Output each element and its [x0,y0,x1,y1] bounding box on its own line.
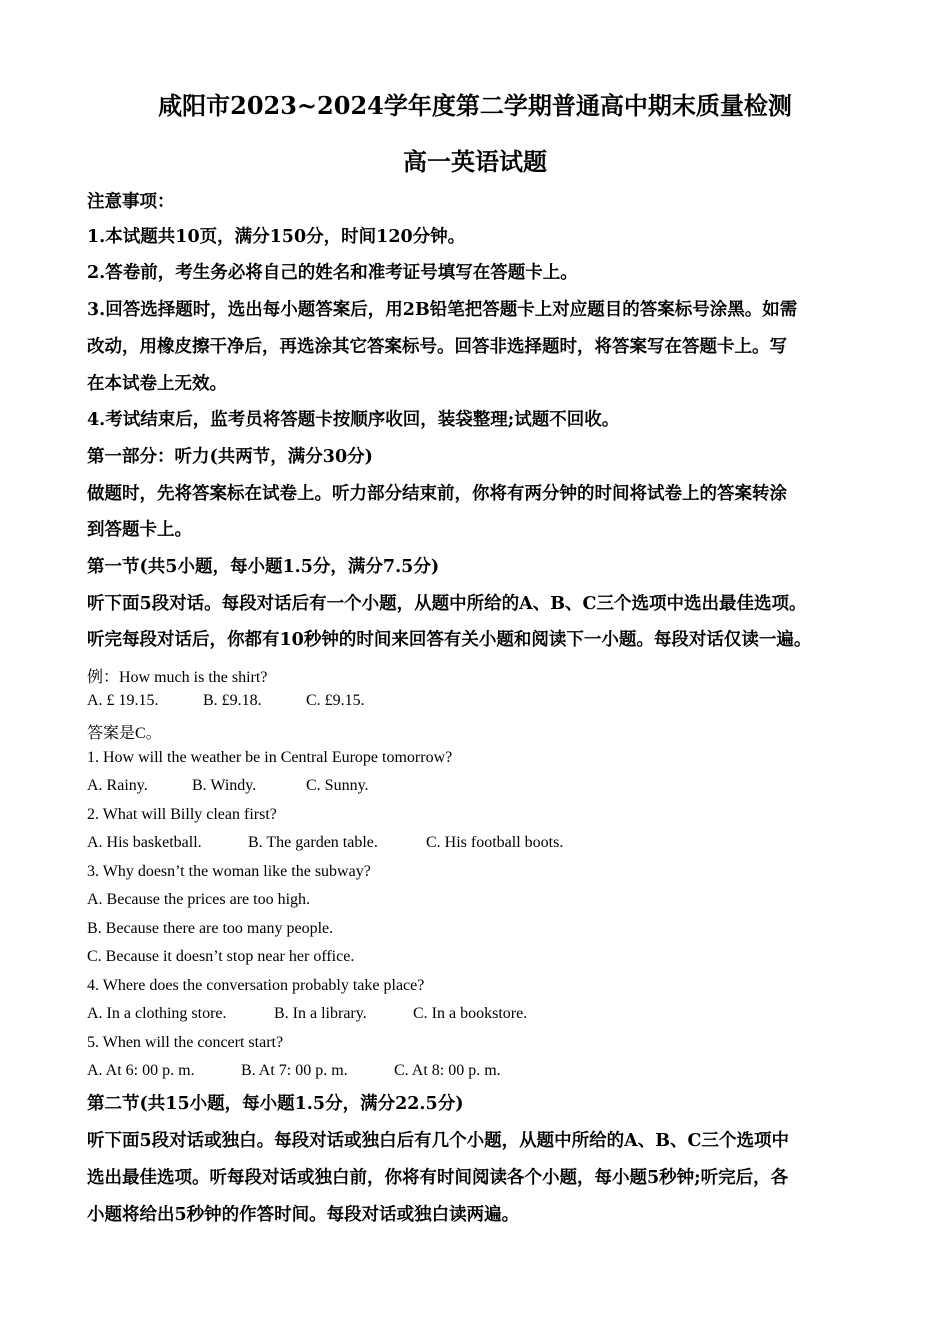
section1-instruction-line: 听下面5段对话。每段对话后有一个小题，从题中所给的A、B、C三个选项中选出最佳选项。 [87,594,807,614]
option: A. Because the prices are too high. [87,891,311,908]
part1-heading: 第一部分：听力(共两节，满分30分) [87,447,373,467]
notice-heading: 注意事项： [87,192,175,212]
notice-line: 1.本试题共10页，满分150分，时间120分钟。 [87,227,466,247]
option: A. At 6: 00 p. m. [87,1062,195,1079]
option: A. £ 19.15. [87,692,159,709]
question-text: 4. Where does the conversation probably take place? [87,977,425,994]
notice-line: 4.考试结束后，监考员将答题卡按顺序收回，装袋整理;试题不回收。 [87,410,620,430]
option: C. At 8: 00 p. m. [394,1062,501,1079]
option: C. His football boots. [426,834,564,851]
example-answer: 答案是C。 [87,725,162,742]
option: B. Because there are too many people. [87,920,334,937]
option: C. Because it doesn’t stop near her office. [87,948,355,965]
option: A. His basketball. [87,834,202,851]
question-text: 1. How will the weather be in Central Europe tomorrow? [87,749,453,766]
option: B. Windy. [192,777,257,794]
option: C. £9.15. [306,692,365,709]
option: C. In a bookstore. [413,1005,528,1022]
exam-title: 咸阳市2023~2024学年度第二学期普通高中期末质量检测 [158,91,792,120]
question-text: 5. When will the concert start? [87,1034,284,1051]
section2-heading: 第二节(共15小题，每小题1.5分，满分22.5分) [87,1094,464,1114]
section2-instruction-line: 小题将给出5秒钟的作答时间。每段对话或独白读两遍。 [87,1205,520,1225]
option: C. Sunny. [306,777,369,794]
notice-line: 2.答卷前，考生务必将自己的姓名和准考证号填写在答题卡上。 [87,263,578,283]
notice-line: 在本试卷上无效。 [87,374,227,394]
section1-heading: 第一节(共5小题，每小题1.5分，满分7.5分) [87,557,440,577]
example-question: 例：How much is the shirt? [87,669,268,686]
notice-line: 改动，用橡皮擦干净后，再选涂其它答案标号。回答非选择题时，将答案写在答题卡上。写 [87,337,787,357]
question-text: 3. Why doesn’t the woman like the subway? [87,863,371,880]
question-text: 2. What will Billy clean first? [87,806,277,823]
section1-instruction-line: 听完每段对话后，你都有10秒钟的时间来回答有关小题和阅读下一小题。每段对话仅读一遍。 [87,630,812,650]
option: B. In a library. [274,1005,367,1022]
part1-intro-line: 到答题卡上。 [87,520,192,540]
option: B. The garden table. [248,834,378,851]
option: B. £9.18. [203,692,262,709]
option: A. Rainy. [87,777,148,794]
option: B. At 7: 00 p. m. [241,1062,348,1079]
exam-subtitle: 高一英语试题 [403,147,547,176]
notice-line: 3.回答选择题时，选出每小题答案后，用2B铅笔把答题卡上对应题目的答案标号涂黑。如需 [87,300,798,320]
section2-instruction-line: 选出最佳选项。听每段对话或独白前，你将有时间阅读各个小题，每小题5秒钟;听完后，各 [87,1168,789,1188]
option: A. In a clothing store. [87,1005,227,1022]
part1-intro-line: 做题时，先将答案标在试卷上。听力部分结束前，你将有两分钟的时间将试卷上的答案转涂 [87,484,787,504]
section2-instruction-line: 听下面5段对话或独白。每段对话或独白后有几个小题，从题中所给的A、B、C三个选项中 [87,1131,789,1151]
